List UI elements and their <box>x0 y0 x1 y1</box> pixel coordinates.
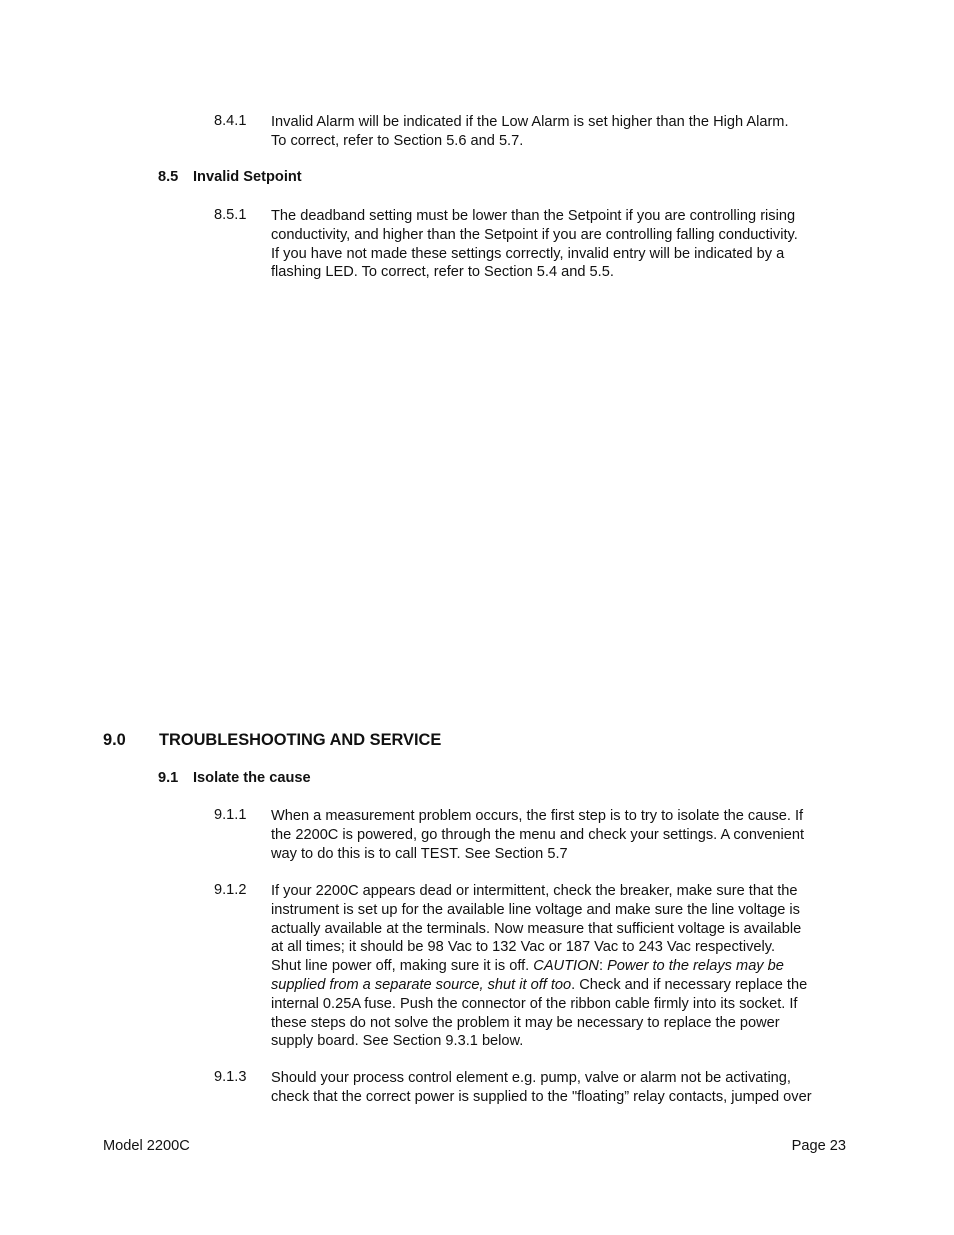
text-line: When a measurement problem occurs, the first step is to try to isolate the cause. If <box>271 808 804 824</box>
text-line: conductivity, and higher than the Setpoint if you are controlling falling conductivity. <box>271 226 798 243</box>
paragraph-text <box>271 207 846 282</box>
text-line: instrument is set up for the available line voltage and make sure the line voltage is <box>271 901 800 918</box>
text-line: If you have not made these settings correctly, invalid entry will be indicated by a <box>271 245 785 262</box>
text-line <box>271 976 846 995</box>
text-line: Invalid Alarm will be indicated if the Low Alarm is set higher than the High Alarm. <box>271 114 789 130</box>
subsection-heading-9-1 <box>158 770 311 786</box>
paragraph-number: 9.1.3 <box>214 1069 247 1085</box>
text-line: supply board. See Section 9.3.1 below. <box>271 1033 524 1050</box>
footer-model: Model 2200C <box>103 1138 190 1154</box>
paragraph-number: 8.4.1 <box>214 113 247 129</box>
paragraph-text <box>271 882 846 1051</box>
text-line: If your 2200C appears dead or intermittent, check the breaker, make sure that the <box>271 883 798 899</box>
text-line: To correct, refer to Section 5.6 and 5.7. <box>271 132 524 149</box>
subsection-heading-8-5 <box>158 169 302 185</box>
text-line: these steps do not solve the problem it may be necessary to replace the power <box>271 1014 780 1031</box>
caution-text: Power to the relays may be <box>607 958 784 975</box>
section-number: 9.0 <box>103 731 126 749</box>
subsection-number: 9.1 <box>158 770 179 786</box>
paragraph-number: 8.5.1 <box>214 207 247 223</box>
paragraph-text <box>271 1069 846 1107</box>
section-title: TROUBLESHOOTING AND SERVICE <box>159 731 442 749</box>
paragraph-number: 9.1.1 <box>214 807 247 823</box>
paragraph-number: 9.1.2 <box>214 882 247 898</box>
text-line: The deadband setting must be lower than the Setpoint if you are controlling rising <box>271 208 796 224</box>
text-line: flashing LED. To correct, refer to Section 5.4 and 5.5. <box>271 264 614 281</box>
text-line: internal 0.25A fuse. Push the connector of the ribbon cable firmly into its socket. If <box>271 995 798 1012</box>
paragraph-text <box>271 113 846 151</box>
text-line: way to do this is to call TEST. See Section 5.7 <box>271 845 568 862</box>
text-line: check that the correct power is supplied to the "floating” relay contacts, jumped over <box>271 1088 812 1105</box>
section-heading-9-0 <box>103 731 441 750</box>
text-line: Should your process control element e.g. pump, valve or alarm not be activating, <box>271 1070 791 1086</box>
caution-text: supplied from a separate source, shut it off too <box>271 976 572 993</box>
text-line: actually available at the terminals. Now measure that sufficient voltage is available <box>271 920 802 937</box>
text-line: the 2200C is powered, go through the menu and check your settings. A convenient <box>271 826 805 843</box>
text-line: at all times; it should be 98 Vac to 132 Vac or 187 Vac to 243 Vac respectively. <box>271 939 776 956</box>
text-line <box>271 957 846 976</box>
subsection-number: 8.5 <box>158 169 179 185</box>
text-run: . Check and if necessary replace the <box>571 976 808 993</box>
caution-label: CAUTION <box>533 958 599 975</box>
text-run: Shut line power off, making sure it is off. <box>271 958 534 975</box>
subsection-title: Invalid Setpoint <box>193 169 302 185</box>
footer-page-number: Page 23 <box>791 1138 846 1154</box>
subsection-title: Isolate the cause <box>193 770 311 786</box>
text-run: : <box>598 958 608 975</box>
paragraph-text <box>271 807 846 863</box>
